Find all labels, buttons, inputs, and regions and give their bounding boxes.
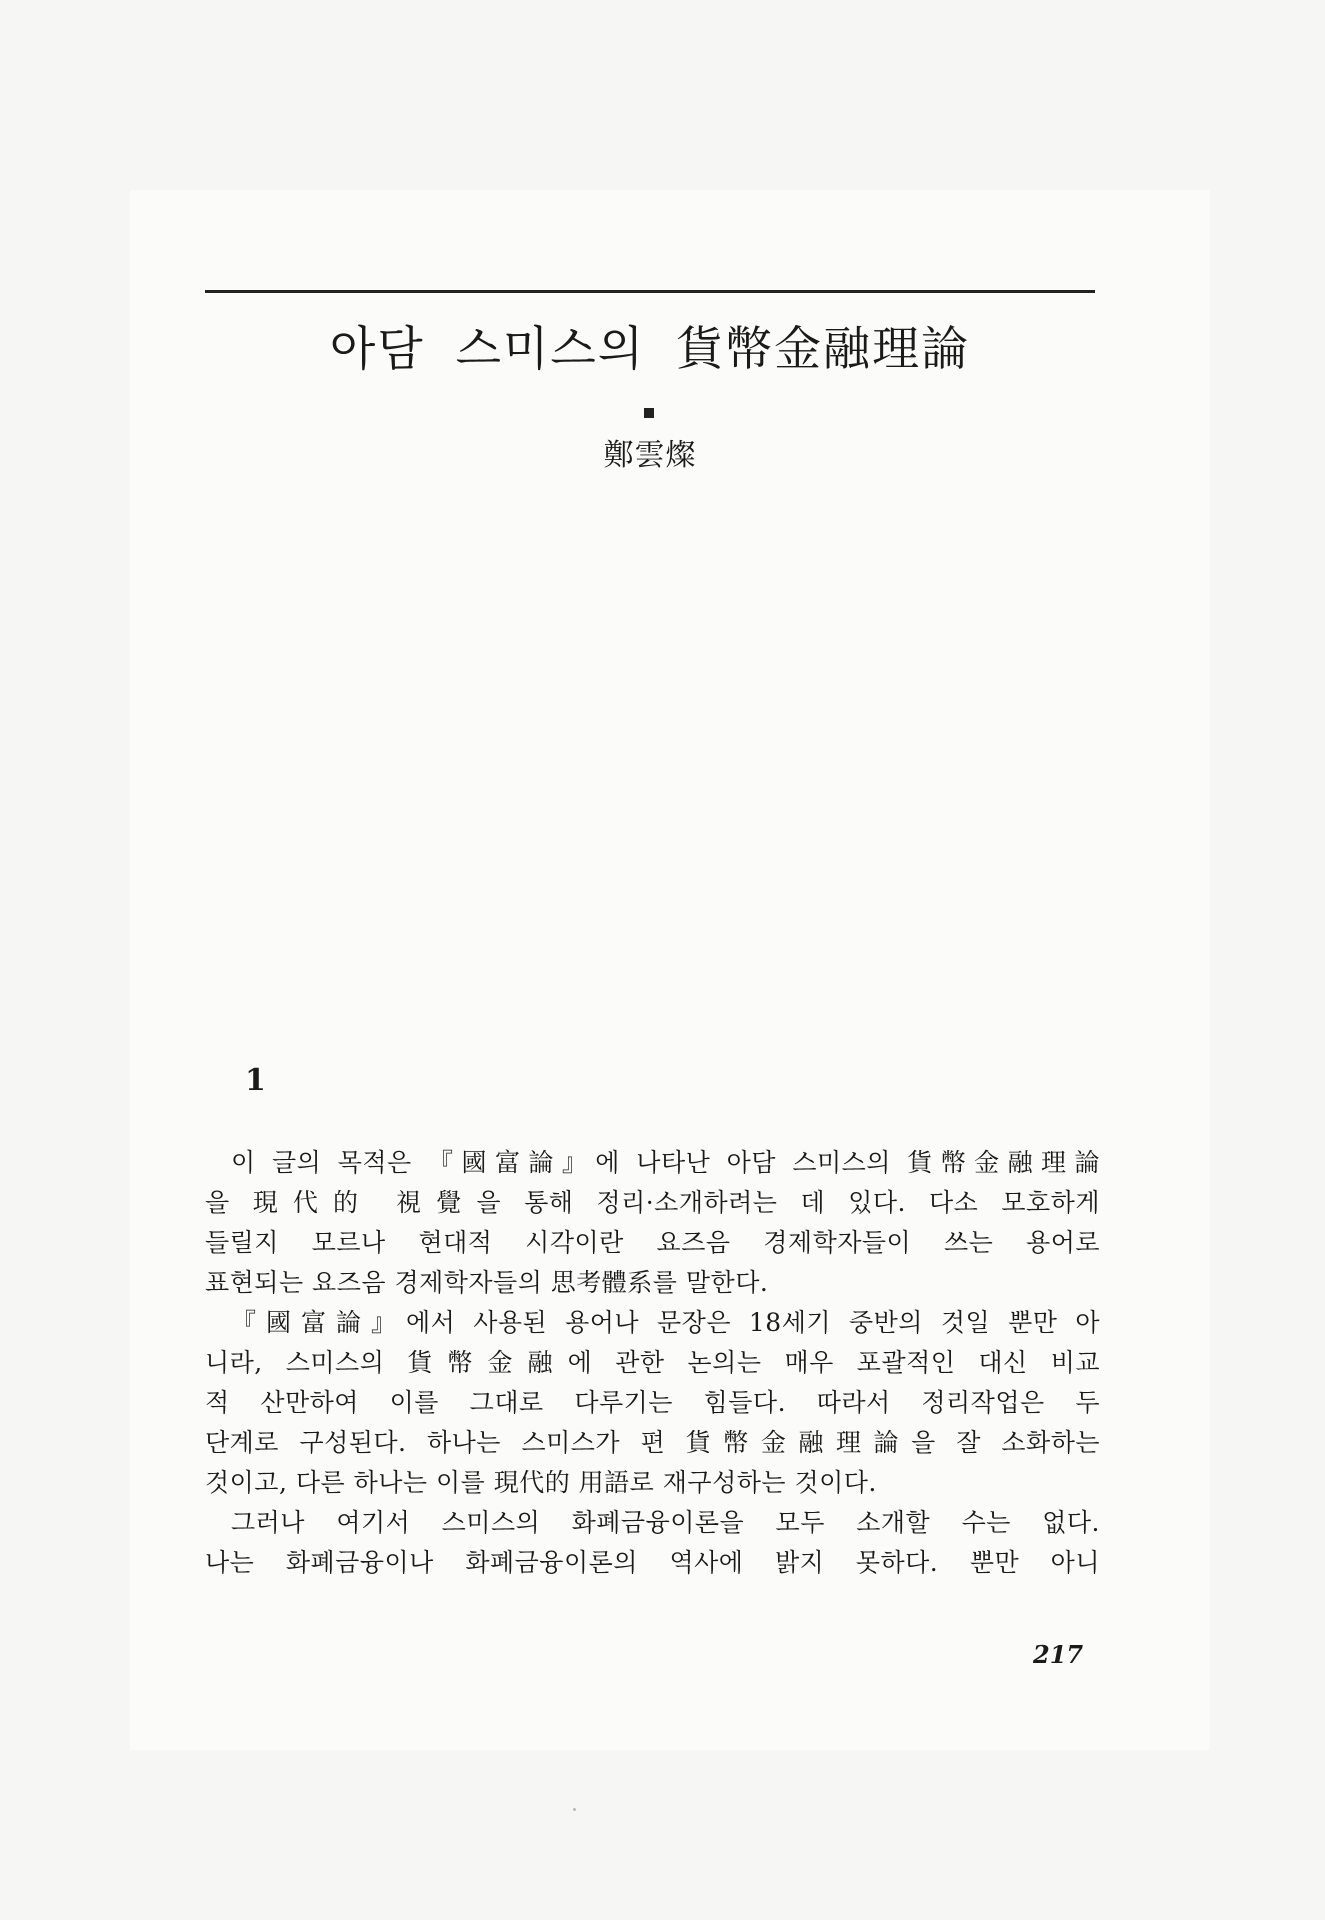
author-marker [644, 408, 654, 418]
text-line: 이 글의 목적은 『國富論』에 나타난 아담 스미스의 貨幣金融理論 [231, 1148, 1100, 1177]
text-line: 『國富論』에서 사용된 용어나 문장은 18세기 중반의 것일 뿐만 아 [231, 1308, 1100, 1337]
page-number: 217 [1033, 1640, 1084, 1669]
text-line: 표현되는 요즈음 경제학자들의 思考體系를 말한다. [205, 1268, 769, 1297]
body-text [205, 1143, 1100, 1583]
title-rule [205, 290, 1095, 293]
text-line: 단계로 구성된다. 하나는 스미스가 편 貨幣金融理論을 잘 소화하는 [205, 1428, 1100, 1457]
text-line: 니라, 스미스의 貨幣金融에 관한 논의는 매우 포괄적인 대신 비교 [205, 1348, 1100, 1377]
text-line: 것이고, 다른 하나는 이를 現代的 用語로 재구성하는 것이다. [205, 1468, 877, 1497]
text-line: 들릴지 모르나 현대적 시각이란 요즈음 경제학자들이 쓰는 용어로 [205, 1228, 1100, 1257]
article-title: 아담 스미스의 貨幣金融理論 [329, 322, 971, 377]
text-line: 그러나 여기서 스미스의 화폐금융이론을 모두 소개할 수는 없다. [231, 1508, 1100, 1537]
text-line: 을 現代的 視覺을 통해 정리·소개하려는 데 있다. 다소 모호하게 [205, 1188, 1100, 1217]
text-line: 적 산만하여 이를 그대로 다루기는 힘들다. 따라서 정리작업은 두 [205, 1388, 1100, 1417]
article-author: 鄭雲燦 [603, 438, 697, 473]
text-line: 나는 화폐금융이나 화폐금융이론의 역사에 밝지 못하다. 뿐만 아니 [205, 1548, 1100, 1577]
section-number: 1 [245, 1063, 266, 1098]
paper-speck [573, 1808, 576, 1811]
